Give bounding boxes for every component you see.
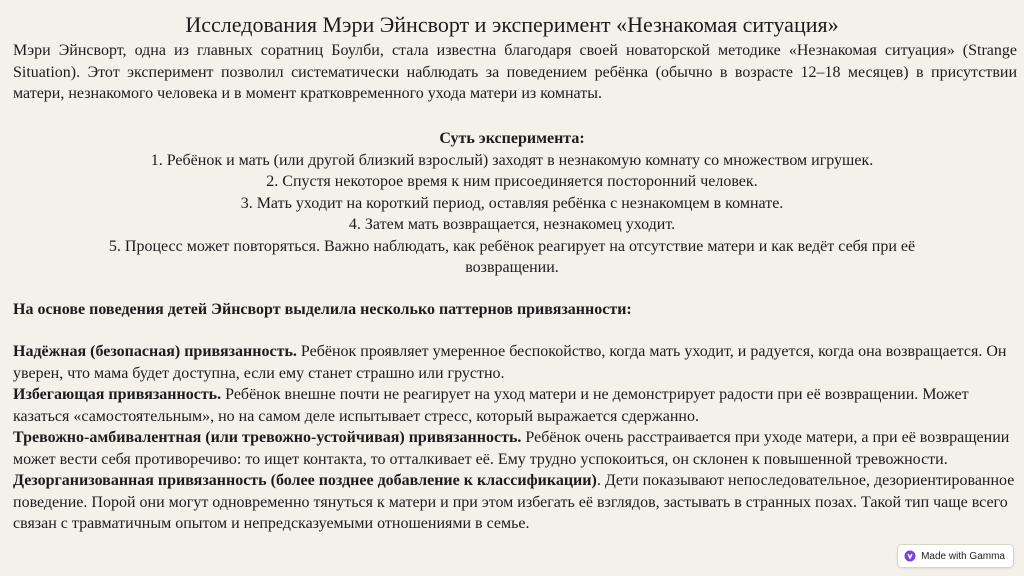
pattern-description: Ребёнок внешне почти не реагирует на уход матери и не демонстрирует радости при её возвращении. Может казаться «самостоятельным», но на самом деле испытывает стресс, который выражается сдержанно. [13,386,969,425]
pattern-name: Избегающая привязанность. [13,386,222,403]
pattern-description: Ребёнок очень расстраивается при уходе матери, а при её возвращении может вести себя противоречиво: то ищет контакта, то отталкивает её. Ему трудно успокоиться, он склонен к повышенной тревожности. [13,429,1010,468]
gamma-logo-icon [904,550,916,562]
pattern-avoidant [13,384,1017,427]
experiment-step: 1. Ребёнок и мать (или другой близкий взрослый) заходят в незнакомую комнату со множеством игрушек. [150,151,874,169]
experiment-step: 2. Спустя некоторое время к ним присоединяется посторонний человек. [266,173,758,190]
pattern-name: Тревожно-амбивалентная (или тревожно-устойчивая) привязанность. [13,429,522,446]
gamma-logo-circle [905,551,916,562]
pattern-name: Дезорганизованная привязанность (более позднее добавление к классификации) [13,472,597,489]
pattern-disorganized [13,470,1017,535]
pattern-description: . Дети показывают непоследовательное, дезориентированное поведение. Порой они могут одновременно тянуться к матери и при этом избегать её взглядов, застывать в странных позах. Такой тип чаще всего связан с травматичным опытом и непредсказуемыми отношениями в семье. [13,472,1015,532]
experiment-heading: Суть эксперимента: [439,130,585,147]
pattern-name: Надёжная (безопасная) привязанность. [13,343,297,360]
page-title: Исследования Мэри Эйнсворт и эксперимент «Незнакомая ситуация» [185,12,839,37]
pattern-ambivalent [13,427,1017,470]
experiment-step: 5. Процесс может повторяться. Важно наблюдать, как ребёнок реагирует на отсутствие матери и как ведёт себя при её возвращении. [108,237,916,276]
intro-paragraph: Мэри Эйнсворт, одна из главных соратниц Боулби, стала известна благодаря своей новаторской методике «Незнакомая ситуация» (Strange Situation). Этот эксперимент позволил систематически наблюдать за поведением ребёнка (обычно в возрасте 12–18 месяцев) в присутствии матери, незнакомого человека и в момент кратковременного ухода матери из комнаты. [13,42,1017,102]
badge-label: Made with Gamma [921,550,1005,562]
made-with-gamma-badge[interactable] [897,544,1014,568]
experiment-step: 4. Затем мать возвращается, незнакомец уходит. [348,216,676,233]
experiment-step: 3. Мать уходит на короткий период, оставляя ребёнка с незнакомцем в комнате. [240,194,784,212]
patterns-heading: На основе поведения детей Эйнсворт выделила несколько паттернов привязанности: [13,301,632,318]
patterns-list [13,341,1017,535]
pattern-description: Ребёнок проявляет умеренное беспокойство, когда мать уходит, и радуется, когда она возвращается. Он уверен, что мама будет доступна, если ему станет страшно или грустно. [13,343,1007,382]
experiment-steps [0,128,1024,279]
pattern-secure [13,341,1017,384]
